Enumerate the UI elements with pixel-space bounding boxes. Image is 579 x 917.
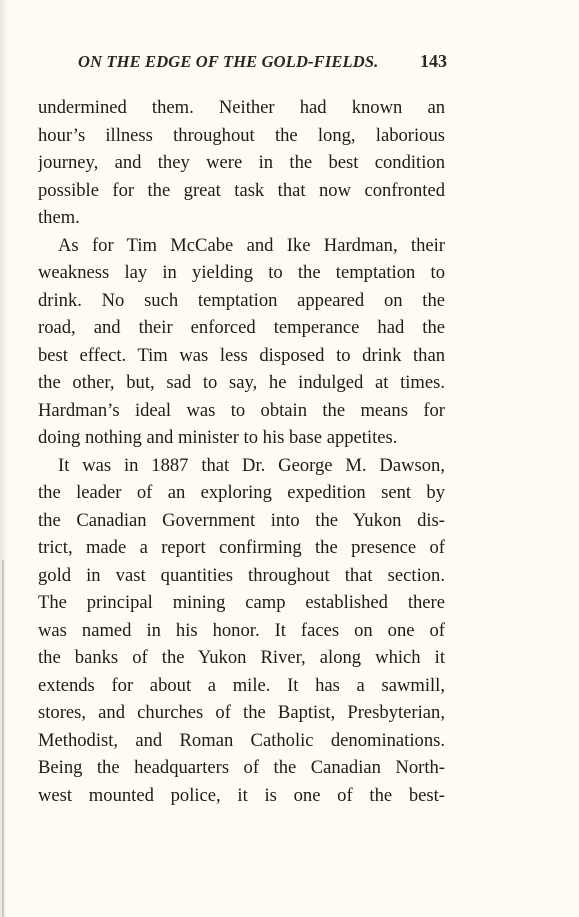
text-line: possible for the great task that now confronted: [38, 179, 445, 201]
text-line: Being the headquarters of the Canadian North-: [38, 757, 445, 779]
text-line: stores, and churches of the Baptist, Presbyterian,: [38, 702, 445, 724]
text-line: west mounted police, it is one of the best-: [38, 784, 445, 806]
running-head: [0, 50, 579, 76]
text-line: The principal mining camp established there: [38, 592, 445, 614]
text-line: doing nothing and minister to his base appetites.: [38, 427, 398, 449]
text-line: road, and their enforced temperance had the: [38, 317, 445, 339]
text-line: them.: [38, 207, 80, 229]
text-line: best effect. Tim was less disposed to drink than: [38, 344, 445, 366]
page-number: 143: [420, 51, 447, 71]
text-line: the banks of the Yukon River, along which it: [38, 647, 445, 669]
binding-edge-line: [2, 560, 4, 917]
text-line: undermined them. Neither had known an: [38, 97, 445, 118]
text-line: the Canadian Government into the Yukon dis-: [38, 509, 445, 531]
text-line: the other, but, sad to say, he indulged at times.: [38, 372, 445, 394]
running-head-title: ON THE EDGE OF THE GOLD-FIELDS.: [78, 52, 379, 71]
text-line: the leader of an exploring expedition sent by: [38, 482, 445, 504]
text-line: journey, and they were in the best condition: [38, 152, 445, 174]
text-line: Methodist, and Roman Catholic denominations.: [38, 729, 445, 751]
text-line: It was in 1887 that Dr. George M. Dawson,: [58, 454, 445, 476]
text-line: Hardman’s ideal was to obtain the means for: [38, 399, 445, 421]
text-line: weakness lay in yielding to the temptation to: [38, 262, 445, 284]
text-line: hour’s illness throughout the long, laborious: [38, 124, 445, 146]
text-line: gold in vast quantities throughout that section.: [38, 564, 445, 586]
text-line: trict, made a report confirming the presence of: [38, 537, 445, 559]
text-line: was named in his honor. It faces on one of: [38, 619, 445, 641]
text-line: As for Tim McCabe and Ike Hardman, their: [58, 234, 445, 256]
text-line: extends for about a mile. It has a sawmill,: [38, 674, 445, 696]
body-text: [38, 94, 445, 809]
text-line: drink. No such temptation appeared on the: [38, 289, 445, 311]
